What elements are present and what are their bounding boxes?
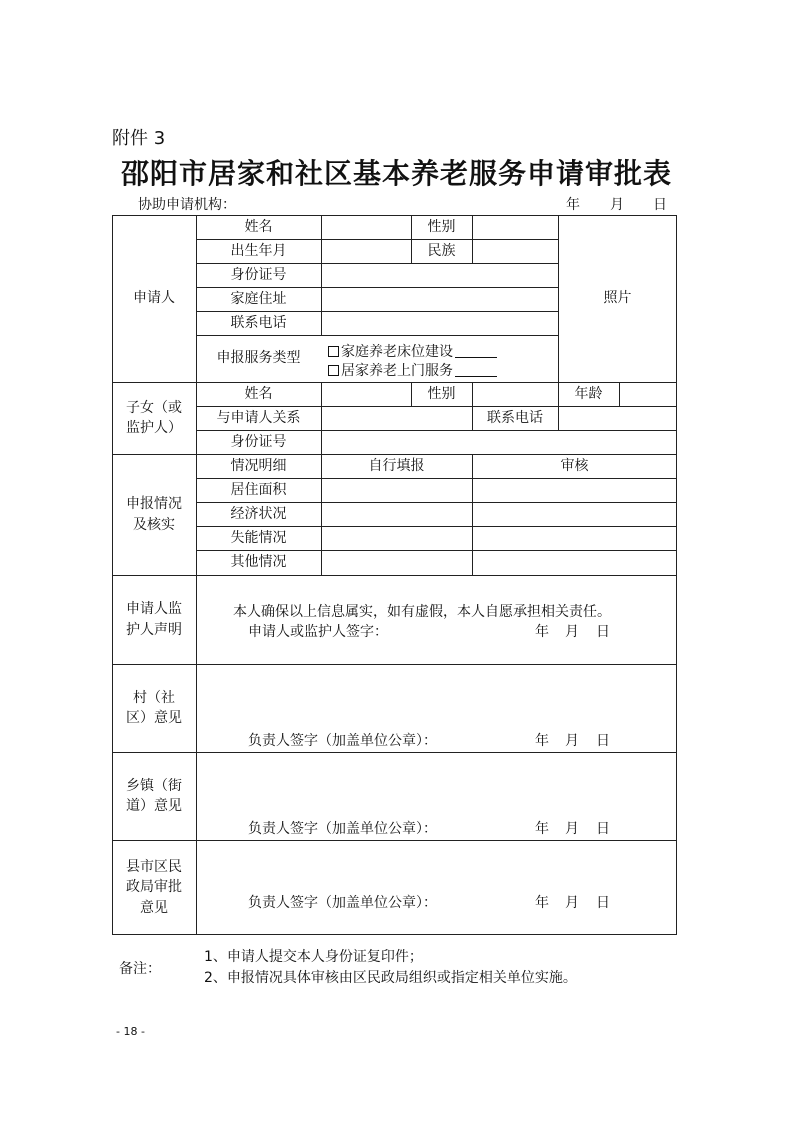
date-year: 年	[535, 733, 549, 749]
date-month: 月	[565, 733, 579, 749]
service-type-label: 申报服务类型	[216, 350, 301, 367]
page-number: - 18 -	[116, 1025, 145, 1038]
guardian-name-label: 姓名	[244, 385, 273, 402]
applicant-gender-label: 性别	[427, 218, 456, 235]
guardian-gender-label: 性别	[427, 385, 456, 402]
verify-col-self: 自行填报	[368, 457, 425, 474]
verify-row-disability: 失能情况	[230, 529, 287, 546]
guardian-relation-label: 与申请人关系	[216, 409, 301, 426]
form-title: 邵阳市居家和社区基本养老服务申请审批表	[120, 157, 672, 190]
guardian-section-label: 子女（或监护人）	[126, 399, 182, 436]
verify-row-other: 其他情况	[230, 554, 287, 571]
date-day: 日	[596, 895, 610, 911]
applicant-ethnicity-label: 民族	[427, 242, 456, 259]
county-opinion-label: 县市区民政局审批意见	[126, 859, 182, 916]
date-month: 月	[565, 895, 579, 911]
service-option-home-label: 居家养老上门服务	[341, 363, 453, 379]
date-day: 日	[596, 821, 610, 837]
verify-col-review: 审核	[560, 457, 589, 474]
guardian-age-label: 年龄	[574, 385, 603, 402]
verify-col-detail: 情况明细	[230, 457, 287, 474]
verify-row-economy: 经济状况	[230, 505, 287, 522]
attachment-label: 附件 3	[112, 128, 166, 149]
photo-placeholder: 照片	[603, 290, 632, 307]
notes-label: 备注：	[119, 961, 161, 977]
village-opinion-date	[535, 730, 610, 750]
township-opinion-sign: 负责人签字（加盖单位公章）：	[248, 821, 437, 837]
date-month: 月	[565, 821, 579, 837]
service-option-bed[interactable]	[328, 341, 497, 361]
declaration-sign: 申请人或监护人签字：	[248, 624, 388, 640]
checkbox-icon[interactable]	[328, 365, 339, 376]
village-opinion-label: 村（社区）意见	[126, 689, 182, 726]
header-date	[566, 194, 667, 214]
applicant-address-label: 家庭住址	[230, 290, 287, 307]
applicant-section-label: 申请人	[133, 290, 175, 307]
service-option-home[interactable]	[328, 360, 497, 380]
verify-row-area: 居住面积	[230, 481, 287, 498]
applicant-id-label: 身份证号	[230, 266, 287, 283]
assist-org-label: 协助申请机构：	[138, 197, 236, 213]
date-day: 日	[596, 733, 610, 749]
service-option-bed-label: 家庭养老床位建设	[341, 344, 453, 360]
checkbox-icon[interactable]	[328, 346, 339, 357]
header-month: 月	[610, 197, 624, 213]
applicant-phone-label: 联系电话	[230, 314, 287, 331]
declaration-text: 本人确保以上信息属实，如有虚假，本人自愿承担相关责任。	[233, 604, 611, 620]
date-year: 年	[535, 821, 549, 837]
header-year: 年	[566, 197, 580, 213]
applicant-name-label: 姓名	[244, 218, 273, 235]
verify-section-label: 申报情况及核实	[126, 496, 182, 533]
declaration-date	[535, 621, 610, 641]
village-opinion-sign: 负责人签字（加盖单位公章）：	[248, 733, 437, 749]
note-item: 1、申请人提交本人身份证复印件；	[204, 949, 423, 965]
date-year: 年	[535, 624, 549, 640]
county-opinion-date	[535, 892, 610, 912]
note-item: 2、申报情况具体审核由区民政局组织或指定相关单位实施。	[204, 970, 577, 986]
declaration-section-label: 申请人监护人声明	[126, 601, 182, 638]
county-opinion-sign: 负责人签字（加盖单位公章）：	[248, 895, 437, 911]
applicant-birth-label: 出生年月	[230, 242, 287, 259]
date-month: 月	[565, 624, 579, 640]
township-opinion-date	[535, 818, 610, 838]
guardian-id-label: 身份证号	[230, 433, 287, 450]
date-day: 日	[596, 624, 610, 640]
guardian-phone-label: 联系电话	[487, 409, 543, 426]
township-opinion-label: 乡镇（街道）意见	[126, 777, 182, 814]
header-day: 日	[653, 197, 667, 213]
date-year: 年	[535, 895, 549, 911]
